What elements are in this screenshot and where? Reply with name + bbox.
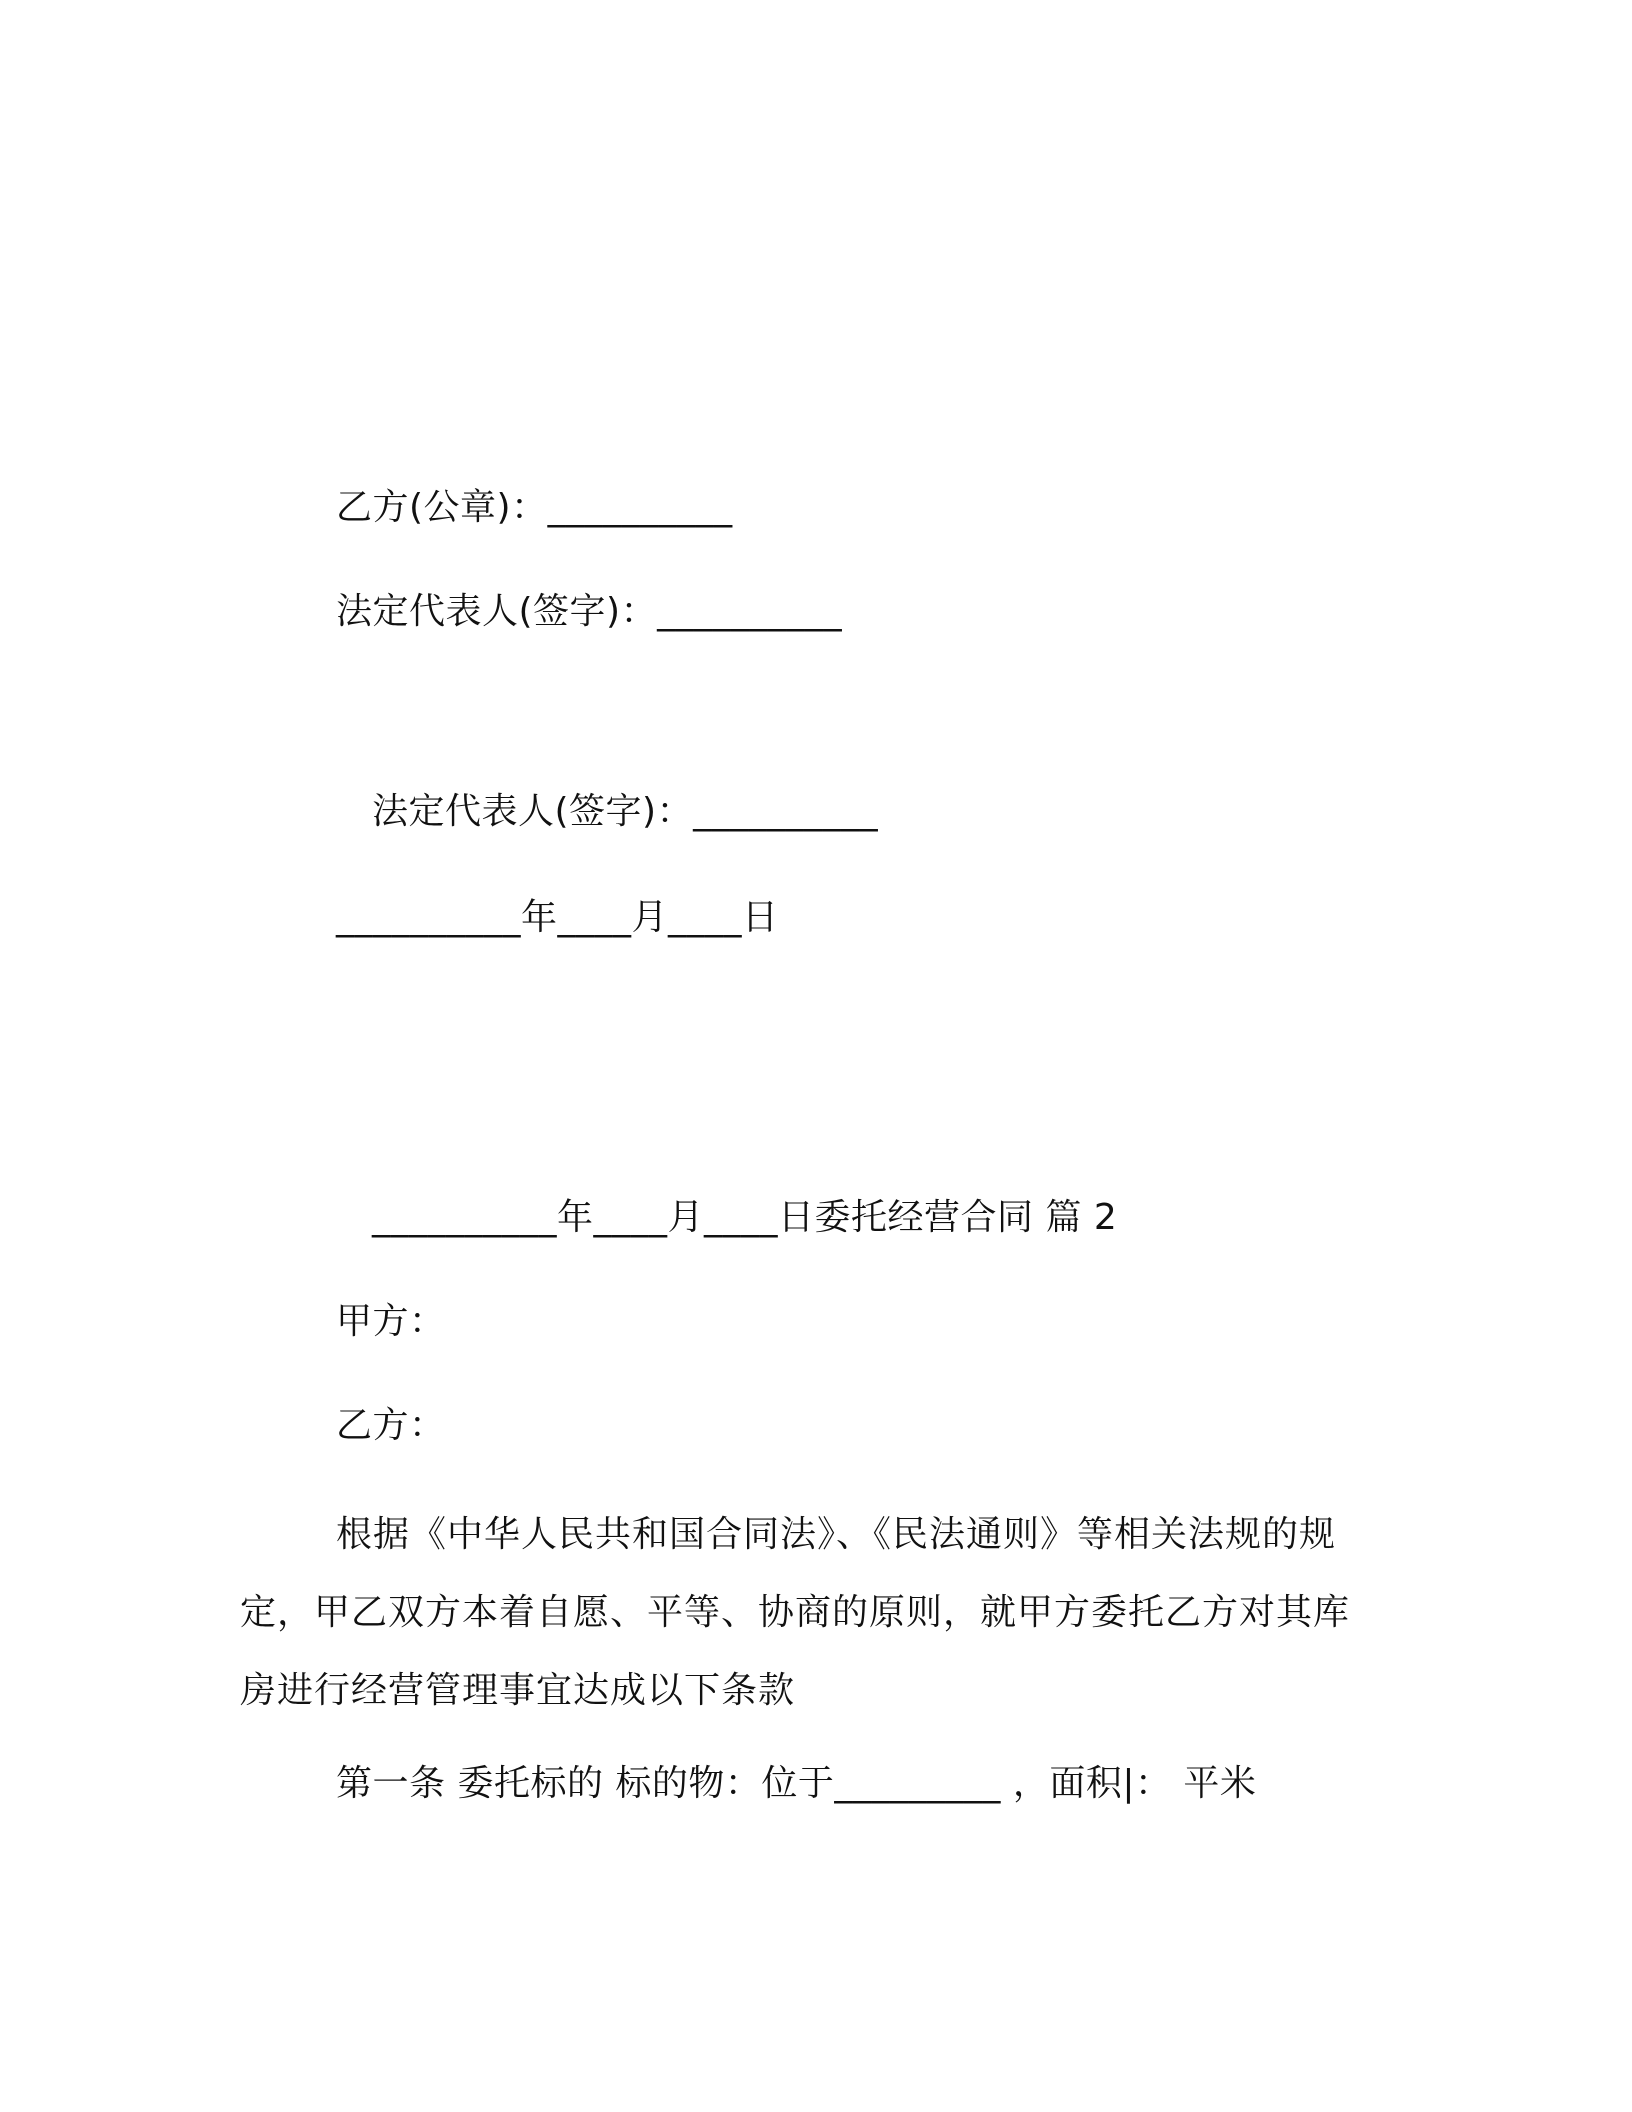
legal-rep-sign-line-1: 法定代表人(签字)：__________ [336, 591, 843, 632]
party-b-seal-line: 乙方(公章)：__________ [336, 487, 733, 528]
date-line: __________年____月____日 [336, 897, 779, 938]
legal-rep-sign-line-2: 法定代表人(签字)：__________ [372, 791, 879, 832]
party-b-label: 乙方： [336, 1405, 446, 1446]
article-1-line: 第一条 委托标的 标的物：位于_________ ，面积|： 平米 [336, 1763, 1257, 1804]
preamble-paragraph: 根据《中华人民共和国合同法》、《民法通则》等相关法规的规定，甲乙双方本着自愿、平等、协商的原则，就甲方委托乙方对其库房进行经营管理事宜达成以下条款 [240, 1514, 1351, 1711]
contract-title: __________年____月____日委托经营合同 篇 2 [372, 1197, 1118, 1238]
party-a-label: 甲方： [336, 1301, 446, 1342]
